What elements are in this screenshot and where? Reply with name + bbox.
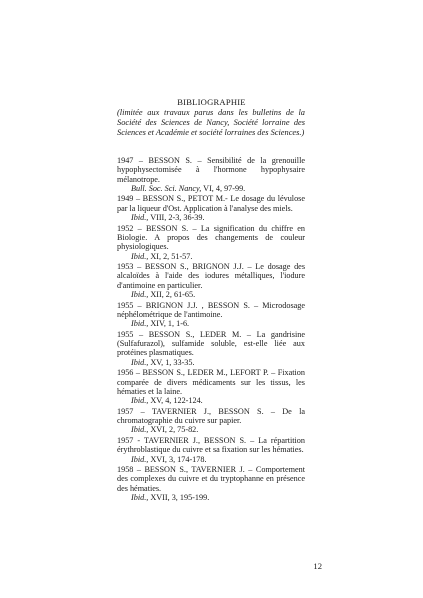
entry-source [117, 252, 305, 261]
entry-source [117, 493, 305, 502]
entry-journal: Ibid., [131, 319, 149, 329]
entry-citation: 1947 – BESSON S. – Sensibilité de la grenouille hypophysectomisée à l'hormone hypophysaire mélanotrope. [117, 156, 305, 184]
bibliography-scope-note: (limitée aux travaux parus dans les bulletins de la Société des Sciences de Nancy, Société lorraine des Sciences et Académie et société lorraines des Sciences.) [117, 108, 305, 137]
entry-reference: XII, 2, 61-65. [148, 290, 196, 300]
entry-source [117, 184, 305, 193]
entry-source [117, 358, 305, 367]
bibliography-entry [117, 436, 305, 464]
entry-journal: Ibid., [131, 357, 149, 367]
entry-citation: 1957 – TAVERNIER J., BESSON S. – De la chromatographie du cuivre sur papier. [117, 406, 305, 426]
entry-journal: Ibid., [131, 396, 149, 406]
entry-reference: XVII, 3, 195-199. [148, 493, 210, 503]
entry-source [117, 396, 305, 405]
page-title: BIBLIOGRAPHIE [177, 97, 246, 107]
bibliography-entry [117, 330, 305, 367]
entry-journal: Ibid., [131, 493, 149, 503]
entry-source [117, 319, 305, 328]
entry-citation: 1953 – BESSON S., BRIGNON J.J. – Le dosage des alcaloïdes à l'aide des iodures métalliques, l'iodure d'antimoine en particulier. [117, 262, 305, 290]
entry-journal: Ibid., [131, 454, 149, 464]
entry-journal: Bull. Soc. Sci. Nancy, [131, 183, 202, 193]
bibliography-entry [117, 262, 305, 299]
page-number: 12 [313, 561, 322, 571]
entry-reference: XV, 4, 122-124. [148, 396, 203, 406]
entry-reference: VIII, 2-3, 36-39. [148, 213, 205, 223]
entry-reference: VI, 4, 97-99. [201, 183, 246, 193]
entry-source [117, 213, 305, 222]
bibliography-entry [117, 224, 305, 261]
entry-journal: Ibid., [131, 425, 149, 435]
entry-citation: 1956 – BESSON S., LEDER M., LEFORT P. – Fixation comparée de divers médicaments sur les tissus, les hématies et la laine. [117, 368, 305, 396]
bibliography-entry [117, 368, 305, 405]
entry-journal: Ibid., [131, 290, 149, 300]
entry-reference: XV, 1, 33-35. [148, 357, 195, 367]
entry-source [117, 425, 305, 434]
entry-journal: Ibid., [131, 251, 149, 261]
entry-citation: 1955 – BESSON S., LEDER M. – La gandrisine (Sulfafurazol), sulfamide soluble, est-elle liée aux protéines plasmatiques. [117, 329, 305, 358]
entry-journal: Ibid., [131, 213, 149, 223]
bibliography-entry [117, 194, 305, 222]
entry-reference: XIV, 1, 1-6. [148, 319, 190, 329]
bibliography-entry [117, 301, 305, 329]
entry-citation: 1955 – BRIGNON J.J. , BESSON S. – Microdosage néphélométrique de l'antimoine. [117, 300, 305, 319]
bibliography-entry [117, 465, 305, 502]
entry-citation: 1949 – BESSON S., PETOT M.- Le dosage du lévulose par la liqueur d'Ost. Application à l'analyse des miels. [117, 194, 305, 213]
entry-reference: XI, 2, 51-57. [148, 251, 193, 261]
entry-source [117, 455, 305, 464]
bibliography-entry [117, 407, 305, 435]
bibliography-list [117, 156, 305, 504]
entry-citation: 1958 – BESSON S., TAVERNIER J. – Comportement des complexes du cuivre et du tryptophanne en présence des hématies. [117, 465, 305, 493]
entry-citation: 1957 - TAVERNIER J., BESSON S. – La répartition érythroblastique du cuivre et sa fixation sur les hématies. [117, 435, 305, 455]
bibliography-entry [117, 156, 305, 193]
entry-reference: XVI, 2, 75-82. [148, 425, 199, 435]
entry-citation: 1952 – BESSON S. – La signification du chiffre en Biologie. A propos des changements de couleur physiologiques. [117, 223, 305, 252]
entry-source [117, 290, 305, 299]
entry-reference: XVI, 3, 174-178. [148, 454, 207, 464]
